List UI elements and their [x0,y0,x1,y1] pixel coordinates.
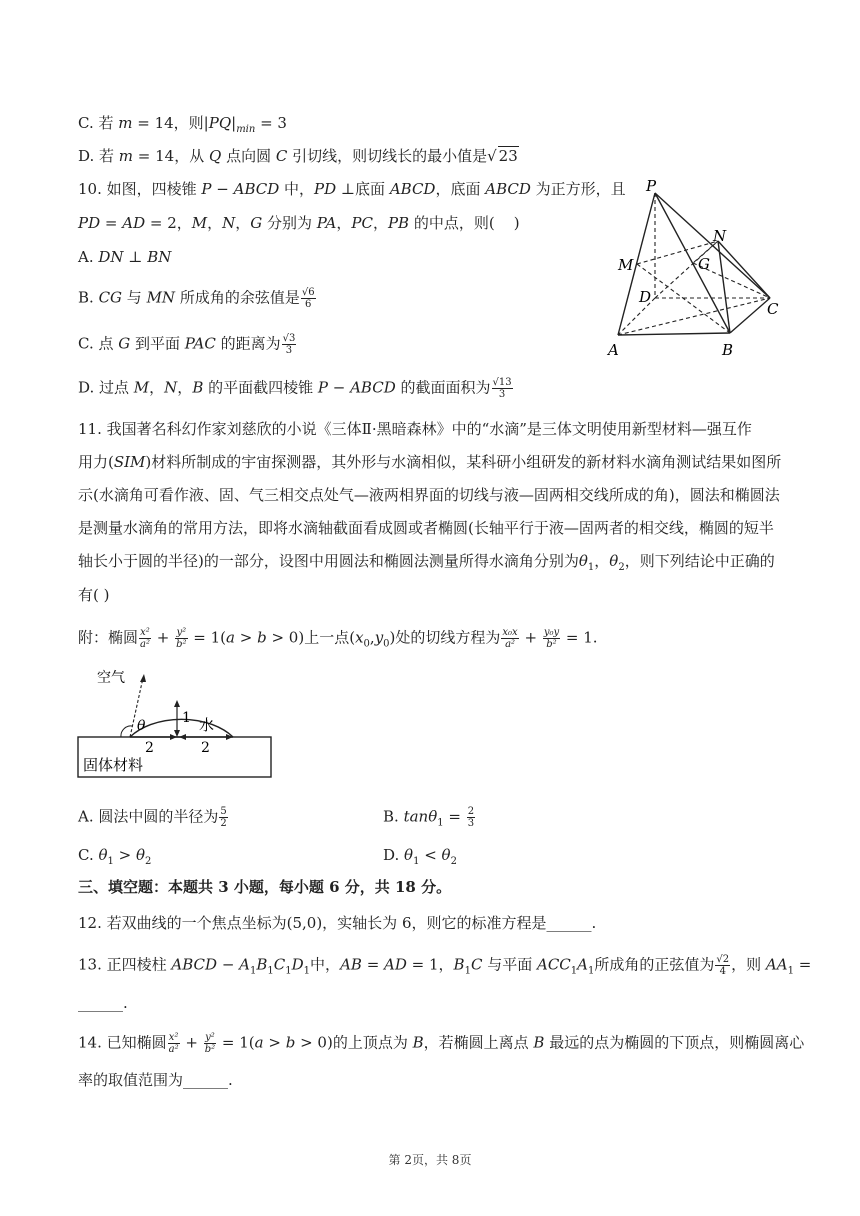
q11-option-a: A. 圆法中圆的半径为 $\frac{5}{2}$ [78,806,227,829]
q11-stem-4: 是测量水滴角的常用方法，即将水滴轴截面看成圆或者椭圆(长轴平行于液—固两者的相交线，椭圆的短半 [78,519,774,537]
label-p: P [646,177,657,195]
page-footer: 第 2页，共 8页 [388,1153,472,1167]
label-b: B [722,341,734,359]
q11-stem-3: 示(水滴角可看作液、固、气三相交点处气—液两相界面的切线与液—固两相交线所成的角)，圆法和椭圆法 [78,486,780,504]
pyramid-figure [600,175,795,360]
label-solid-material: 固体材料 [83,756,144,774]
label-theta: θ [137,718,146,734]
q11-option-c: C. $\theta_1 > \theta_2$ [78,846,152,867]
label-air: 空气 [97,670,125,686]
q10-option-a: A. DN ⊥ BN [78,248,172,266]
section-3-heading: 三、填空题：本题共 3 小题，每小题 6 分，共 18 分。 [78,878,452,896]
q10-stem-2: PD = AD = 2，M，N，G 分别为 PA，PC，PB 的中点，则( ) [78,214,520,232]
q12: 12. 若双曲线的一个焦点坐标为(5,0)，实轴长为 6，则它的标准方程是______. [78,914,597,932]
label-two-right: 2 [201,740,210,756]
q11-option-b: B. tanθ$_1$ = $\frac{2}{3}$ [383,806,475,829]
label-two-left: 2 [145,740,154,756]
option-d-prev: D. 若 m = 14，从 Q 点向圆 C 引切线，则切线长的最小值是√ 23 [78,147,518,165]
q11-stem-1: 11. 我国著名科幻作家刘慈欣的小说《三体Ⅱ·黑暗森林》中的“水滴”是三体文明使用新型材料—强互作 [78,420,752,438]
label-water: 水 [199,716,215,734]
q11-note: 附：椭圆 $\frac{\text{x²}}{\text{a²}}$ + $\frac{\text{y²}}{\text{b²}}$ = 1(a > b > 0)上一点$(x_0,y_0)$处的切线方程为 $\frac{\text{x₀x}}{\text{a²}}$ + $\frac{\text{y₀y}}{\text{b²}}$ = 1. [78,627,598,650]
label-n: N [713,227,727,245]
q11-option-d: D. $\theta_1 < \theta_2$ [383,846,457,867]
water-drop-figure [75,660,280,785]
q13-line-2: ______. [78,994,128,1012]
label-one: 1 [182,710,191,726]
label-a: A [608,341,619,359]
option-c-prev: C. 若 m = 14，则$|PQ|_{min} = 3$ [78,114,287,135]
q10-option-c: C. 点 G 到平面 PAC 的距离为 $\frac{√3}{3}$ [78,333,296,356]
q14-line-2: 率的取值范围为______. [78,1071,233,1089]
q11-stem-2: 用力(SIM)材料所制成的宇宙探测器，其外形与水滴相似，某科研小组研发的新材料水滴角测试结果如图所 [78,453,782,471]
q10-stem-1: 10. 如图，四棱锥 P − ABCD 中，PD ⊥底面 ABCD，底面 ABCD 为正方形，且 [78,180,626,198]
q11-stem-5: 轴长小于圆的半径)的一部分，设图中用圆法和椭圆法测量所得水滴角分别为$\theta_1$，$\theta_2$，则下列结论中正确的 [78,552,775,573]
q13-line-1: 13. 正四棱柱 ABCD − $A_1B_1C_1D_1$中，AB = AD = 1，$B_1C$ 与平面 $ACC_1A_1$所成角的正弦值为 $\frac{√2}{4}$ ，则 $AA_1$ = [78,954,812,977]
q10-option-d: D. 过点 M，N，B 的平面截四棱锥 P − ABCD 的截面面积为 $\frac{√13}{3}$ [78,377,512,400]
label-d: D [639,288,652,306]
label-m: M [618,256,634,274]
label-g: G [698,255,710,273]
label-c: C [767,300,779,318]
q14-line-1: 14. 已知椭圆 $\frac{\text{x²}}{\text{a²}}$ + $\frac{\text{y²}}{\text{b²}}$ = 1(a > b > 0)的上顶点为 B，若椭圆上离点 B 最远的点为椭圆的下顶点，则椭圆离心 [78,1032,805,1055]
q10-option-b: B. CG 与 MN 所成角的余弦值是 $\frac{√6}{6}$ [78,287,315,310]
q11-stem-6: 有( ) [78,586,110,604]
